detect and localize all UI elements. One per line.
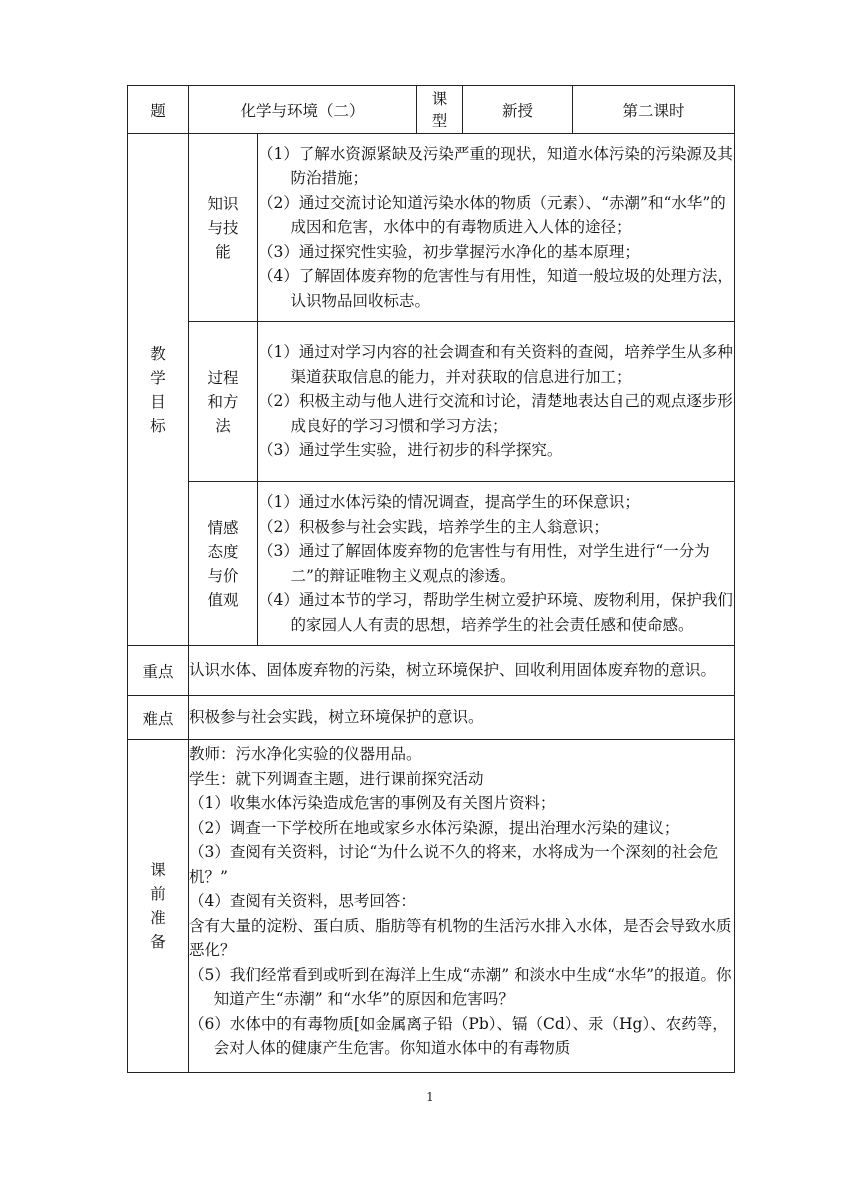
knowledge-item: （3）通过探究性实验，初步掌握污水净化的基本原理； <box>258 242 640 261</box>
preparation-item: （1）收集水体污染造成危害的事例及有关图片资料； <box>189 794 556 812</box>
knowledge-item: （2）通过交流讨论知道污染水体的物质（元素）、“赤潮”和“水华”的成因和危害，水体中的有毒物质进入人体的途径； <box>258 193 726 237</box>
lesson-period: 第二课时 <box>573 86 735 134</box>
emotion-item: （1）通过水体污染的情况调查，提高学生的环保意识； <box>258 493 640 511</box>
key-point-text: 认识水体、固体废弃物的污染，树立环境保护、回收利用固体废弃物的意识。 <box>189 646 735 696</box>
emotion-label: 情感态度与价值观 <box>189 482 258 646</box>
knowledge-row <box>128 134 735 322</box>
preparation-item: （5）我们经常看到或听到在海洋上生成“赤潮” 和淡水中生成“水华”的报道。你知道产生“赤潮” 和“水华”的原因和危害吗？ <box>189 965 732 1008</box>
emotion-item: （2）积极参与社会实践，培养学生的主人翁意识； <box>258 517 609 536</box>
emotion-content <box>258 482 735 646</box>
difficulty-text: 积极参与社会实践，树立环境保护的意识。 <box>189 696 735 740</box>
knowledge-content <box>258 134 735 322</box>
preparation-item: （2）调查一下学校所在地或家乡水体污染源，提出治理水污染的建议； <box>189 818 680 837</box>
process-content <box>258 322 735 482</box>
preparation-teacher: 教师：污水净化实验的仪器用品。 <box>189 745 422 763</box>
topic-value: 化学与环境（二） <box>189 86 417 134</box>
preparation-item: （4）查阅有关资料，思考回答： <box>189 892 416 910</box>
preparation-item: （3）查阅有关资料，讨论“为什么说不久的将来，水将成为一个深刻的社会危机？” <box>189 843 719 886</box>
header-row <box>128 86 735 134</box>
lesson-type-label: 课型 <box>417 86 463 134</box>
lesson-plan-table <box>127 85 735 1073</box>
topic-label: 题 <box>128 86 189 134</box>
preparation-content <box>189 740 735 1073</box>
emotion-row <box>128 482 735 646</box>
key-point-row <box>128 646 735 696</box>
lesson-type-value: 新授 <box>463 86 573 134</box>
knowledge-label: 知识与技能 <box>189 134 258 322</box>
page-number: 1 <box>426 1090 434 1104</box>
preparation-label: 课前准备 <box>128 740 189 1073</box>
difficulty-row <box>128 696 735 740</box>
process-item: （2）积极主动与他人进行交流和讨论，清楚地表达自己的观点逐步形成良好的学习习惯和学习方法； <box>258 392 733 435</box>
preparation-item: 含有大量的淀粉、蛋白质、脂肪等有机物的生活污水排入水体，是否会导致水质恶化？ <box>189 916 732 959</box>
preparation-student: 学生：就下列调查主题，进行课前探究活动 <box>189 769 484 788</box>
process-item: （3）通过学生实验，进行初步的科学探究。 <box>258 441 563 460</box>
difficulty-label: 难点 <box>128 696 189 740</box>
process-item: （1）通过对学习内容的社会调查和有关资料的查阅，培养学生从多种渠道获取信息的能力，并对获取的信息进行加工； <box>258 343 733 386</box>
knowledge-item: （4）了解固体废弃物的危害性与有用性，知道一般垃圾的处理方法，认识物品回收标志。 <box>258 267 733 310</box>
objectives-label: 教学目标 <box>128 134 189 646</box>
preparation-item: （6）水体中的有毒物质[如金属离子铅（Pb）、镉（Cd）、汞（Hg）、农药等，会对人体的健康产生危害。你知道水体中的有毒物质 <box>189 1014 728 1057</box>
process-row <box>128 322 735 482</box>
knowledge-item: （1）了解水资源紧缺及污染严重的现状，知道水体污染的污染源及其防治措施； <box>258 144 733 188</box>
process-label: 过程和方法 <box>189 322 258 482</box>
preparation-row <box>128 740 735 1073</box>
emotion-item: （3）通过了解固体废弃物的危害性与有用性，对学生进行“一分为二”的辩证唯物主义观点的渗透。 <box>258 542 710 585</box>
key-point-label: 重点 <box>128 646 189 696</box>
emotion-item: （4）通过本节的学习，帮助学生树立爱护环境、废物利用，保护我们的家园人人有责的思想，培养学生的社会责任感和使命感。 <box>258 591 733 634</box>
